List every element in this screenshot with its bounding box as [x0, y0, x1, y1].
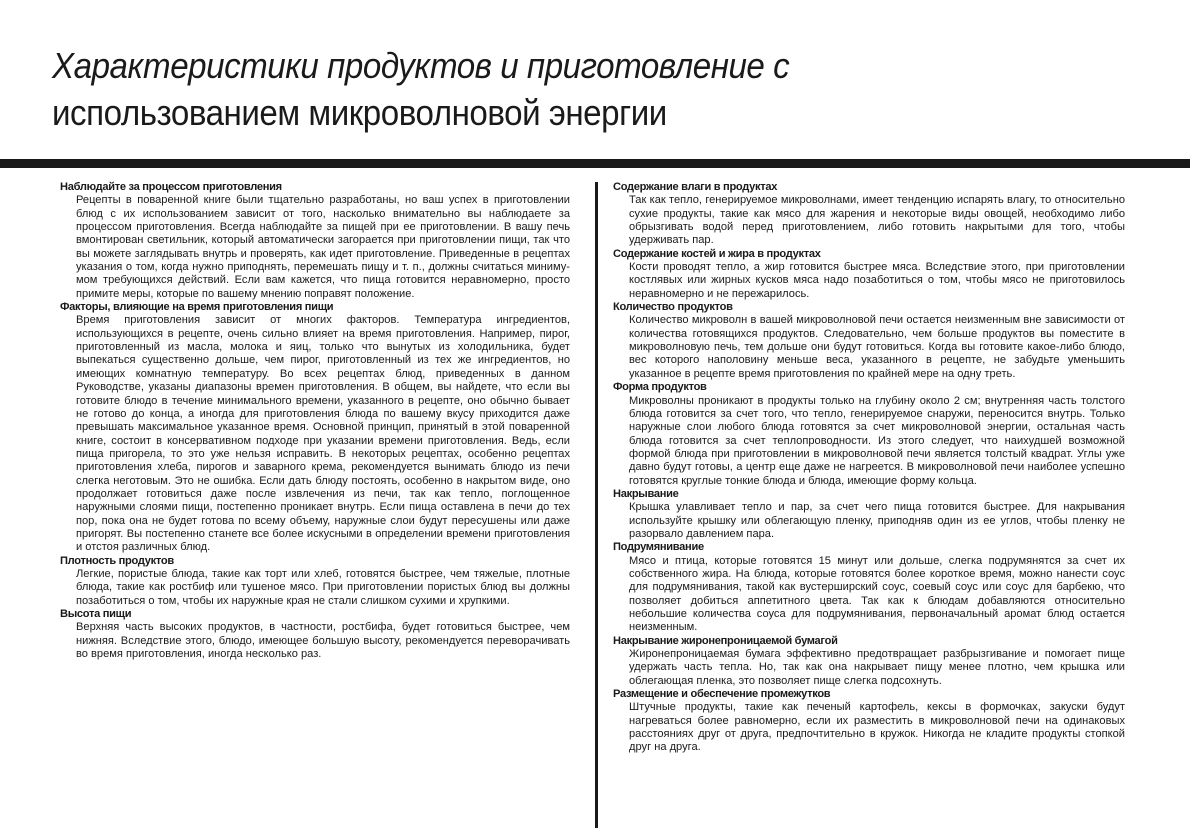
- section-body: Жиронепроницаемая бумага эффективно предотвращает разбрызгивание и помогает пище удержать часть тепла. Но, так как она накрывает пищу менее плотно, чем крышка или облегающая пленка, это позволяет пище слегка подсохнуть.: [629, 648, 1125, 687]
- section-body: Крышка улавливает тепло и пар, за счет чего пища готовится быстрее. Для накрывания используйте крышку или облегающую пленку, приподняв один из ее углов, чтобы пленку не разорвало давлением пара.: [629, 501, 1125, 540]
- section-body: Время приготовления зависит от многих факторов. Температура ингредиентов, использующихся в рецепте, очень сильно влияет на время приготовления. Например, пирог, приготовленный из масла, молока и яиц, только что вынутых из холодильника, будет выпекаться существенно дольше, чем пирог, приготовленный из тех же ингредиентов, но имеющих комнатную температуру. Во всех рецептах блюд, приведенных в данном Руководстве, указаны диапазоны времен приготовления. В общем, вы найдете, что если вы готовите блюдо в течение минимального времени, указанного в рецепте, оно обычно бывает не готово до конца, а иногда для приготовления блюда по вашему вкусу приходится даже превышать максимальное указанное время. Основной принцип, принятый в этой поваренной книге, состоит в консервативном подходе при указании времени приготовления. Ведь, если пища пригорела, то это уже нельзя исправить. В некоторых рецептах, особенно рецептах приготовления хлеба, пирогов и заварного крема, рекомендуется вынимать блюдо из печи слегка неготовым. Это не ошибка. Если дать блюду постоять, особенно в накрытом виде, оно продолжает готовиться даже после извлечения из печи, так как тепло, поглощенное наружными слоями пищи, постепенно проникает внутрь. Если пища оставлена в печи до тех пор, пока она не будет готова по всему объему, наружные слои будут пересушены или даже пригорят. Вы постепенно станете все более искусными в определении времени приготовления и отстоя различных блюд.: [76, 314, 570, 554]
- section-food-density: [60, 555, 570, 608]
- section-body: Штучные продукты, такие как печеный картофель, кексы в формочках, закуски будут нагреваться более равномерно, если их разместить в микроволновой печи на одинаковых расстояниях друг от друга, предпочтительно в кружок. Никогда не кладите продукты стопкой друг на друга.: [629, 701, 1125, 754]
- section-heading: Форма продуктов: [613, 381, 707, 394]
- section-food-height: [60, 608, 570, 661]
- section-body: Микроволны проникают в продукты только на глубину около 2 см; внутренняя часть толстого блюда готовится за счет того, что тепло, генерируемое снаружи, переносится внутрь. Только наружные слои любого блюда готовятся за счет микроволновой энергии, остальная часть блюда готовится за счет теплопроводности. Из этого следует, что наихудшей возможной формой блюда при приготовлении в микроволновой печи является толстый квадрат. Углы уже давно будут готовы, а центр еще даже не нагреется. В микроволновой печи наиболее успешно готовятся круглые тонкие блюда и блюда, имеющие форму кольца.: [629, 394, 1125, 487]
- section-heading: Содержание влаги в продуктах: [613, 181, 778, 193]
- section-watch-cooking: [60, 181, 570, 301]
- section-heading: Факторы, влияющие на время приготовления пищи: [60, 301, 334, 314]
- column-divider: [595, 182, 598, 828]
- section-heading: Наблюдайте за процессом приготовления: [60, 181, 282, 193]
- section-body: Количество микроволн в вашей микроволновой печи остается неизменным вне зависимости от количества готовящихся продуктов. Следовательно, чем больше продуктов вы поместите в микроволновую печь, тем дольше они будут готовиться. Когда вы готовите какое-либо блюдо, вес которого наполовину меньше веса, указанного в рецепте, не забудьте уменьшить указанное в рецепте время приготовления по крайней мере на одну треть.: [629, 314, 1125, 380]
- page-title-line-1: Характеристики продуктов и приготовление с: [52, 45, 790, 86]
- page-title-line-2: использованием микроволновой энергии: [52, 92, 667, 133]
- right-column: [613, 181, 1125, 755]
- section-arrangement-spacing: [613, 688, 1125, 755]
- section-food-shape: [613, 381, 1125, 488]
- section-body: Рецепты в поваренной книге были тщательно разработаны, но ваш успех в приготовлении блюд с их использованием зависит от того, насколько внимательно вы наблюдаете за процессом приготовления. Всегда наблюдайте за пищей при ее приготовлении. В вашу печь вмонтирован светильник, который автоматически загорается при приготовлении пищи, так что вы можете заглядывать внутрь и проверять, как идет приготовление. Приведенные в рецептах указания о том, когда нужно приподнять, перемешать пищу и т. п., должны считаться минимумом требующихся действий. Если вам кажется, что пища готовится неравномерно, просто примите меры, которые по вашему мнению поправят положение.: [76, 194, 570, 300]
- page-title: [52, 42, 1152, 136]
- section-heading: Плотность продуктов: [60, 554, 174, 567]
- section-food-quantity: [613, 301, 1125, 381]
- section-body: Кости проводят тепло, а жир готовится быстрее мяса. Вследствие этого, при приготовлении костлявых или жирных кусков мяса надо позаботиться о том, чтобы мясо не приготовилось неравномерно и не пережарилось.: [629, 261, 1125, 300]
- section-covering: [613, 488, 1125, 541]
- section-cooking-time-factors: [60, 301, 570, 555]
- section-waxed-paper-covering: [613, 635, 1125, 688]
- section-body: Верхняя часть высоких продуктов, в частности, ростбифа, будет готовиться быстрее, чем нижняя. Вследствие этого, блюдо, имеющее большую высоту, рекомендуется переворачивать во время приготовления, иногда несколько раз.: [76, 621, 570, 661]
- section-moisture-content: [613, 181, 1125, 248]
- header-divider-bar: [0, 159, 1190, 168]
- section-heading: Количество продуктов: [613, 301, 733, 314]
- section-heading: Размещение и обеспечение промежутков: [613, 688, 831, 701]
- section-body: Мясо и птица, которые готовятся 15 минут или дольше, слегка подрумянятся за счет их собственного жира. На блюда, которые готовятся более короткое время, можно нанести соус для подрумянивания, такой как вустерширский соус, соевый соус или соус для барбекю, что позволяет добиться аппетитного цвета. Так как к блюдам добавляются относительно небольшие количества соуса для подрумянивания, первоначальный аромат блюд остается неизменным.: [629, 554, 1125, 634]
- section-body: Легкие, пористые блюда, такие как торт или хлеб, готовятся быстрее, чем тяжелые, плотные блюда, такие как ростбиф или тушеное мясо. При приготовлении пористых блюд вы должны позаботиться о том, чтобы их наружные края не стали слишком сухими и хрупкими.: [76, 567, 570, 607]
- section-browning: [613, 541, 1125, 634]
- section-heading: Содержание костей и жира в продуктах: [613, 247, 821, 260]
- section-heading: Накрывание жиронепроницаемой бумагой: [613, 634, 838, 647]
- section-heading: Подрумянивание: [613, 541, 704, 554]
- section-bone-fat-content: [613, 248, 1125, 301]
- left-column: [60, 181, 570, 661]
- section-body: Так как тепло, генерируемое микроволнами, имеет тенденцию испарять влагу, то относительно сухие продукты, такие как мясо для жарения и некоторые виды овощей, необходимо либо обрызгивать водой перед приготовлением, либо готовить накрытыми для того, чтобы удерживать пар.: [629, 194, 1125, 247]
- section-heading: Накрывание: [613, 487, 679, 500]
- section-heading: Высота пищи: [60, 608, 132, 620]
